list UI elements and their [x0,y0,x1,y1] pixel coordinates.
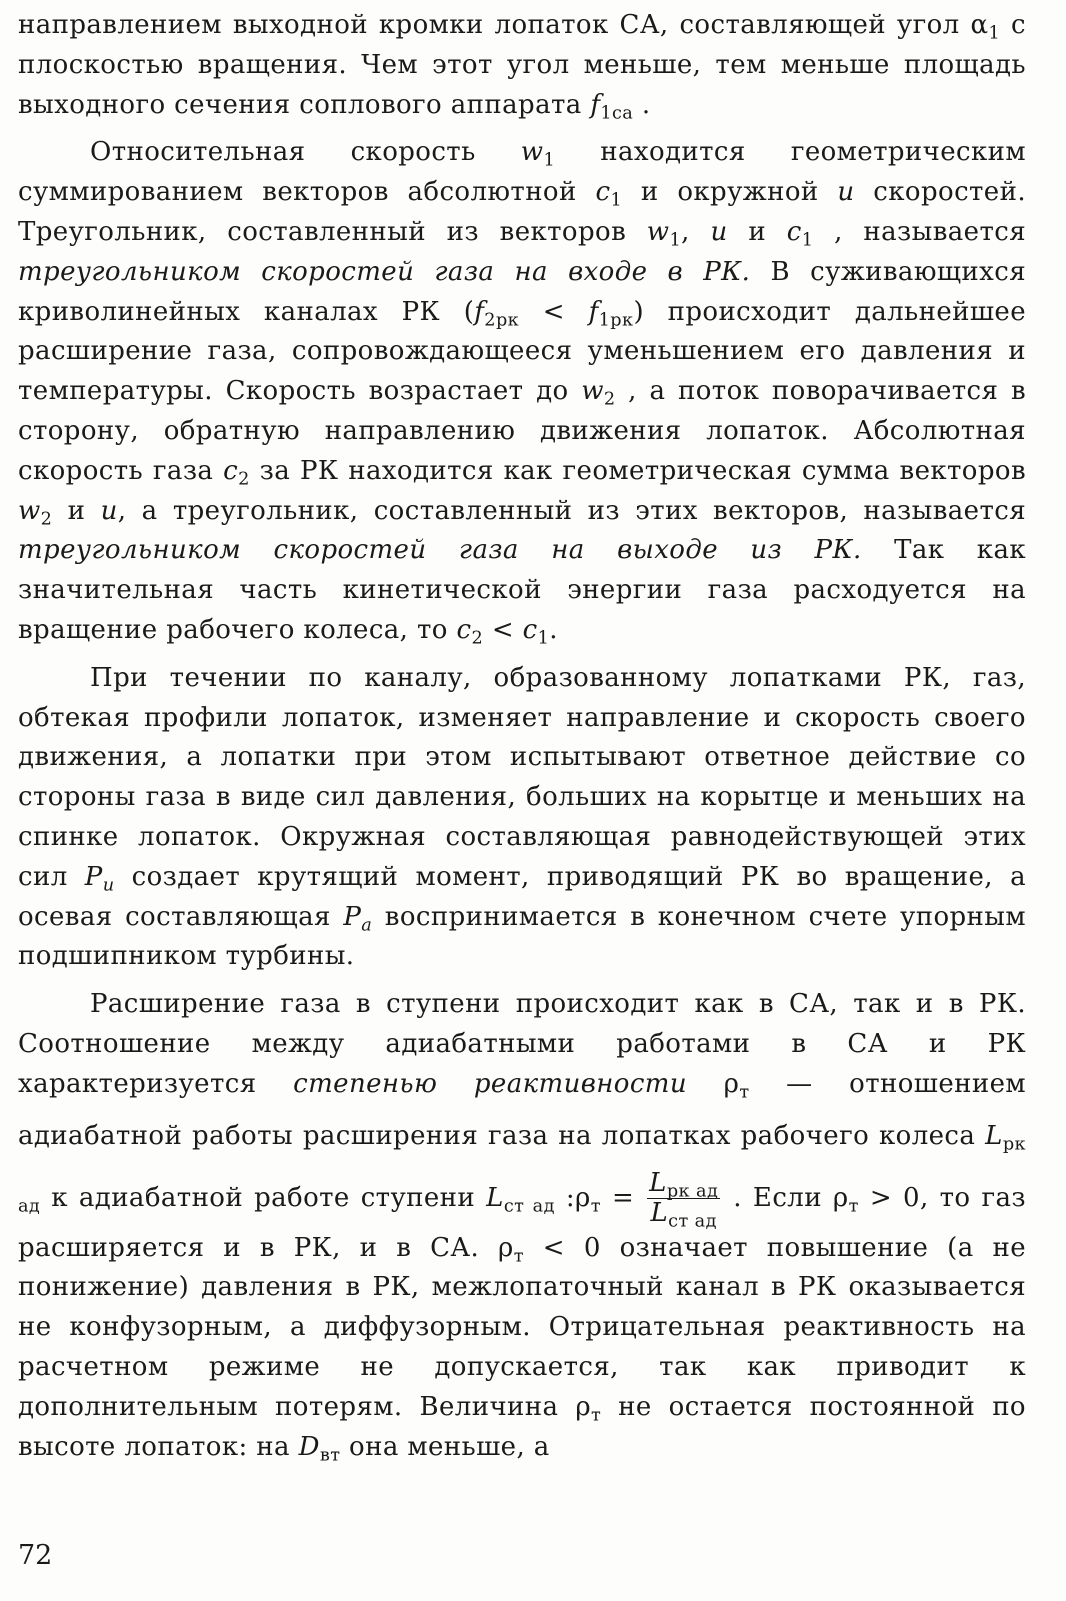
body-text [18,6,1026,1467]
paragraph-continuation: направлением выходной кромки лопаток СА, составляющей угол $\alpha_1$ с плоскостью вращения. Чем этот угол меньше, тем меньше площадь выходного сечения соплового аппарата $f_{1са}$ . [18,10,1026,124]
reaction-formula-fraction [647,1168,720,1232]
paragraph-velocity-triangle: Относительная скорость $w_1$ находится геометрическим суммированием векторов абсолютной $c_1$ и окружной u скоростей. Треугольник, составленный из векторов $w_1$, u и $c_1$ , называется треугольником скоростей газа на входе в РК. В суживающихся криволинейных каналах РК $(f_{2рк} < f_{1рк})$ происходит дальнейшее расширение газа, сопровождающееся уменьшением его давления и температуры. Скорость возрастает до $w_2$ , а поток поворачивается в сторону, обратную направлению движения лопаток. Абсолютная скорость газа $c_2$ за РК находится как геометрическая сумма векторов $w_2$ и u, а треугольник, составленный из этих векторов, называется треугольником скоростей газа на выходе из РК. Так как значительная часть кинетической энергии газа расходуется на вращение рабочего колеса, то $c_2 < c_1$. [18,137,1027,649]
paragraph-blade-forces: При течении по каналу, образованному лопатками РК, газ, обтекая профили лопаток, изменяет направление и скорость своего движения, а лопатки при этом испытывают ответное действие со стороны газа в виде сил давления, больших на корытце и меньших на спинке лопаток. Окружная составляющая равнодействующей этих сил $P_u$ создает крутящий момент, приводящий РК во вращение, а осевая составляющая $P_a$ воспринимается в конечном счете упорным подшипником турбины. [18,662,1027,972]
page-number: 72 [18,1540,53,1571]
paragraph-reaction-degree: Расширение газа в ступени происходит как в СА, так и в РК. Соотношение между адиабатными работами в СА и РК характеризуется степенью реактивности $\rho_т$ — отношением адиабатной работы расширения газа на лопатках рабочего колеса $L_{рк ад}$ к адиабатной работе ступени $L_{ст ад}$ $:\rho_т$ = $\frac{L_{рк ад}}{L_{ст ад}}$ . Если $\rho_т > 0$, то газ расширяется и в РК, и в СА. $\rho_т < 0$ означает повышение (а не понижение) давления в РК, межлопаточный канал в РК оказывается не конфузорным, а диффузорным. Отрицательная реактивность на расчетном режиме не допускается, так как приводит к дополнительным потерям. Величина $\rho_т$ не остается постоянной по высоте лопаток: на $D_{вт}$ она меньше, а [18,989,1026,1466]
formula-numerator: $L_{рк ад}$ [649,1168,719,1203]
formula-denominator: $L_{ст ад}$ [650,1198,717,1232]
